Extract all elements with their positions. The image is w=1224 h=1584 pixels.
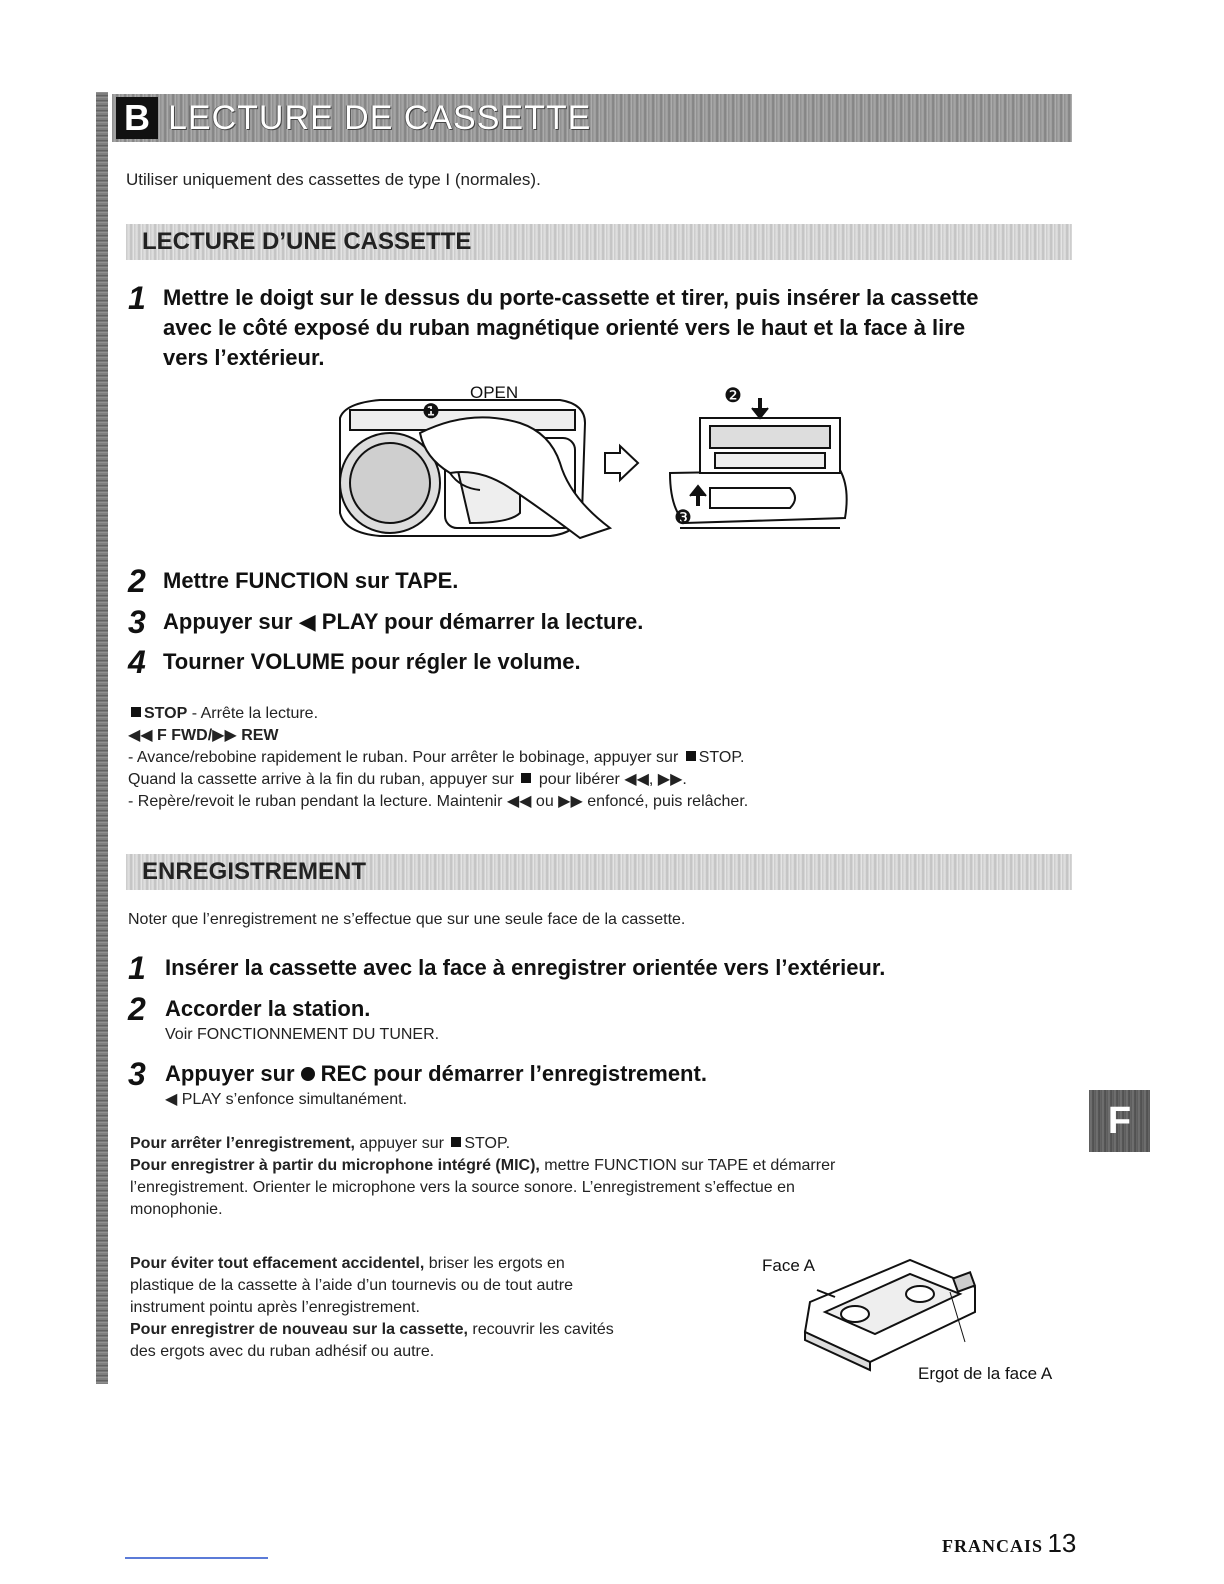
stop-square-icon <box>451 1137 461 1147</box>
note-line: Quand la cassette arrive à la fin du ruban, appuyer sur <box>128 771 514 788</box>
ffwd-rew-label: ◀◀ F FWD/▶▶ REW <box>128 727 279 744</box>
left-margin-bar <box>96 92 108 1384</box>
note-text: appuyer sur <box>359 1135 444 1152</box>
note-text: des ergots avec du ruban adhésif ou autre. <box>130 1343 435 1360</box>
playback-notes <box>128 703 1028 813</box>
intro-text: Utiliser uniquement des cassettes de type I (normales). <box>126 170 541 189</box>
note-line-end: STOP. <box>698 749 745 766</box>
rec-dot-icon <box>301 1067 315 1081</box>
footer <box>942 1528 1076 1559</box>
note-text: STOP. <box>464 1135 511 1152</box>
step-subtext: Voir FONCTIONNEMENT DU TUNER. <box>165 1026 440 1043</box>
note-line: - Repère/revoit le ruban pendant la lecture. Maintenir ◀◀ ou ▶▶ enfoncé, puis relâcher. <box>128 793 749 810</box>
step-line: avec le côté exposé du ruban magnétique orienté vers le haut et la face à lire <box>163 315 966 340</box>
note-text: l’enregistrement. Orienter le microphone vers la source sonore. L’enregistrement s’effectue en <box>130 1179 795 1196</box>
note-text: instrument pointu après l’enregistrement. <box>130 1299 420 1316</box>
erase-protection-notes <box>130 1253 760 1363</box>
recording-heading-band <box>126 854 1072 890</box>
note-text: monophonie. <box>130 1201 223 1218</box>
step-number: 1 <box>128 950 146 986</box>
open-label: OPEN <box>470 383 519 402</box>
step-number: 4 <box>128 644 146 680</box>
face-a-label: Face A <box>762 1256 815 1275</box>
note-text: plastique de la cassette à l’aide d’un tournevis ou de tout autre <box>130 1277 573 1294</box>
step-subtext: ◀ PLAY s’enfonce simultanément. <box>165 1091 408 1108</box>
note-text: recouvrir les cavités <box>472 1321 614 1338</box>
note-bold: Pour enregistrer à partir du microphone intégré (MIC), <box>130 1157 540 1174</box>
cassette-insertion-figure <box>320 378 870 548</box>
page-title: LECTURE DE CASSETTE <box>168 99 592 137</box>
language-side-tab: F <box>1089 1090 1150 1152</box>
step-suffix: PLAY pour démarrer la lecture. <box>321 609 644 634</box>
footer-rule <box>125 1557 268 1559</box>
stop-square-icon <box>131 707 141 717</box>
step-prefix: Appuyer sur <box>163 609 293 634</box>
callout-1: ❶ <box>422 399 440 423</box>
tab-label: Ergot de la face A <box>918 1364 1053 1383</box>
note-line: - Avancе/rebobine rapidement le ruban. Pour arrêter le bobinage, appuyer sur <box>128 749 679 766</box>
step-prefix: Appuyer sur <box>165 1061 295 1086</box>
step-suffix: REC pour démarrer l’enregistrement. <box>320 1061 707 1086</box>
playback-heading-band <box>126 224 1072 260</box>
recording-intro: Noter que l’enregistrement ne s’effectue que sur une seule face de la cassette. <box>128 911 686 928</box>
step-text: Tourner VOLUME pour régler le volume. <box>163 649 581 674</box>
step-text <box>163 607 643 637</box>
footer-language: FRANCAIS <box>942 1536 1044 1556</box>
stop-square-icon <box>521 773 531 783</box>
callout-2: ❷ <box>724 383 742 407</box>
note-text: briser les ergots en <box>428 1255 565 1272</box>
note-bold: Pour enregistrer de nouveau sur la cassette, <box>130 1321 468 1338</box>
stop-label: STOP <box>144 705 188 722</box>
callout-3: ❸ <box>674 505 692 529</box>
step-text <box>165 1059 707 1089</box>
step-number: 2 <box>128 991 146 1027</box>
step-number: 3 <box>128 1056 146 1092</box>
note-bold: Pour éviter tout effacement accidentel, <box>130 1255 425 1272</box>
step-line: vers l’extérieur. <box>163 345 325 370</box>
step-text: Insérer la cassette avec la face à enregistrer orientée vers l’extérieur. <box>165 955 886 980</box>
step-number: 1 <box>128 280 146 316</box>
step-line: Mettre le doigt sur le dessus du porte-cassette et tirer, puis insérer la cassette <box>163 285 979 310</box>
step-number: 3 <box>128 604 146 640</box>
page-number: 13 <box>1047 1528 1077 1558</box>
note-line-end: pour libérer ◀◀, ▶▶. <box>538 771 687 788</box>
step-text: Mettre FUNCTION sur TAPE. <box>163 568 459 593</box>
play-symbol-icon: ◀ <box>298 609 316 634</box>
step-number: 2 <box>128 563 146 599</box>
note-text: mettre FUNCTION sur TAPE et démarrer <box>544 1157 836 1174</box>
stop-text: - Arrête la lecture. <box>191 705 319 722</box>
recording-heading: ENREGISTREMENT <box>142 858 367 885</box>
cassette-tab-figure <box>760 1252 1090 1387</box>
note-bold: Pour arrêter l’enregistrement, <box>130 1135 355 1152</box>
step-text: Accorder la station. <box>165 996 371 1021</box>
recording-notes <box>130 1133 1070 1221</box>
stop-square-icon <box>686 751 696 761</box>
step-text <box>163 283 1083 373</box>
section-letter: B <box>116 97 158 139</box>
playback-heading: LECTURE D’UNE CASSETTE <box>142 228 472 255</box>
